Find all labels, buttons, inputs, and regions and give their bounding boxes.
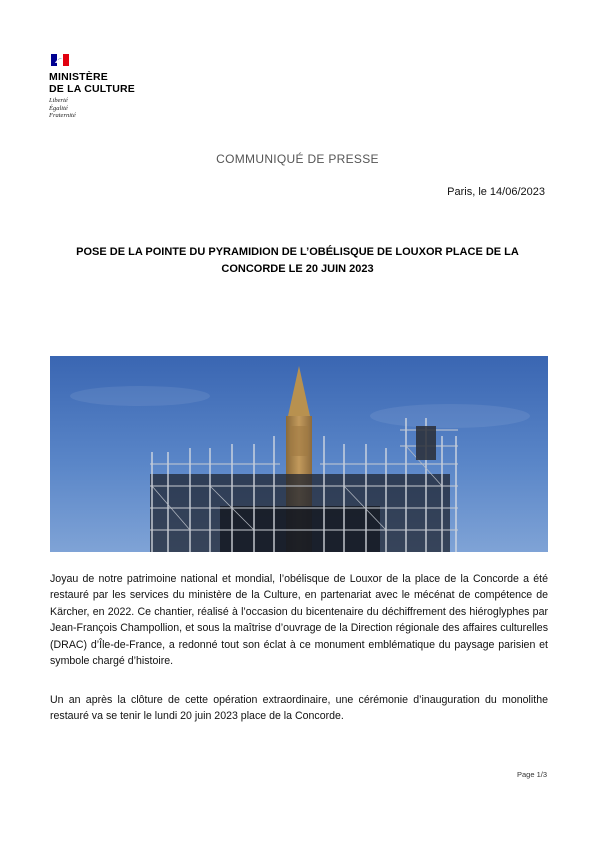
ministry-name-line1: MINISTÈRE [49,71,108,83]
document-type: COMMUNIQUÉ DE PRESSE [216,152,379,166]
motto-egalite: Égalité [49,104,68,112]
body-paragraph-2: Un an après la clôture de cette opération extraordinaire, une cérémonie d’inauguration du monolithe restauré va se tenir le lundi 20 juin 2023 place de la Concorde. [50,694,548,723]
obelisk-scaffolding-image [50,356,548,552]
page-number: Page 1/3 [516,770,547,779]
motto-liberte: Liberté [49,97,68,104]
obelisk-photo [50,356,548,552]
marianne-flag-icon [51,54,69,66]
motto-fraternite: Fraternité [49,112,76,119]
headline: POSE DE LA POINTE DU PYRAMIDION DE L’OBÉLISQUE DE LOUXOR PLACE DE LA CONCORDE LE 20 JUIN 2023 [76,246,519,275]
press-release-date: Paris, le 14/06/2023 [447,186,545,198]
body-paragraph-1: Joyau de notre patrimoine national et mondial, l’obélisque de Louxor de la place de la Concorde a été restauré par les services du ministère de la Culture, en partenariat avec le mécénat de compétence de Kärcher, en 2022. Ce chantier, réalisé à l’occasion du bicentenaire du déchiffrement des hiéroglyphes par Jean-François Champollion, et sous la maîtrise d’ouvrage de la Direction régionale des affaires culturelles (DRAC) d’Île-de-France, a redonné tout son éclat à ce monument emblématique du paysage parisien et symbole chargé d’histoire. [50,573,548,668]
ministry-name-line2: DE LA CULTURE [49,83,136,95]
